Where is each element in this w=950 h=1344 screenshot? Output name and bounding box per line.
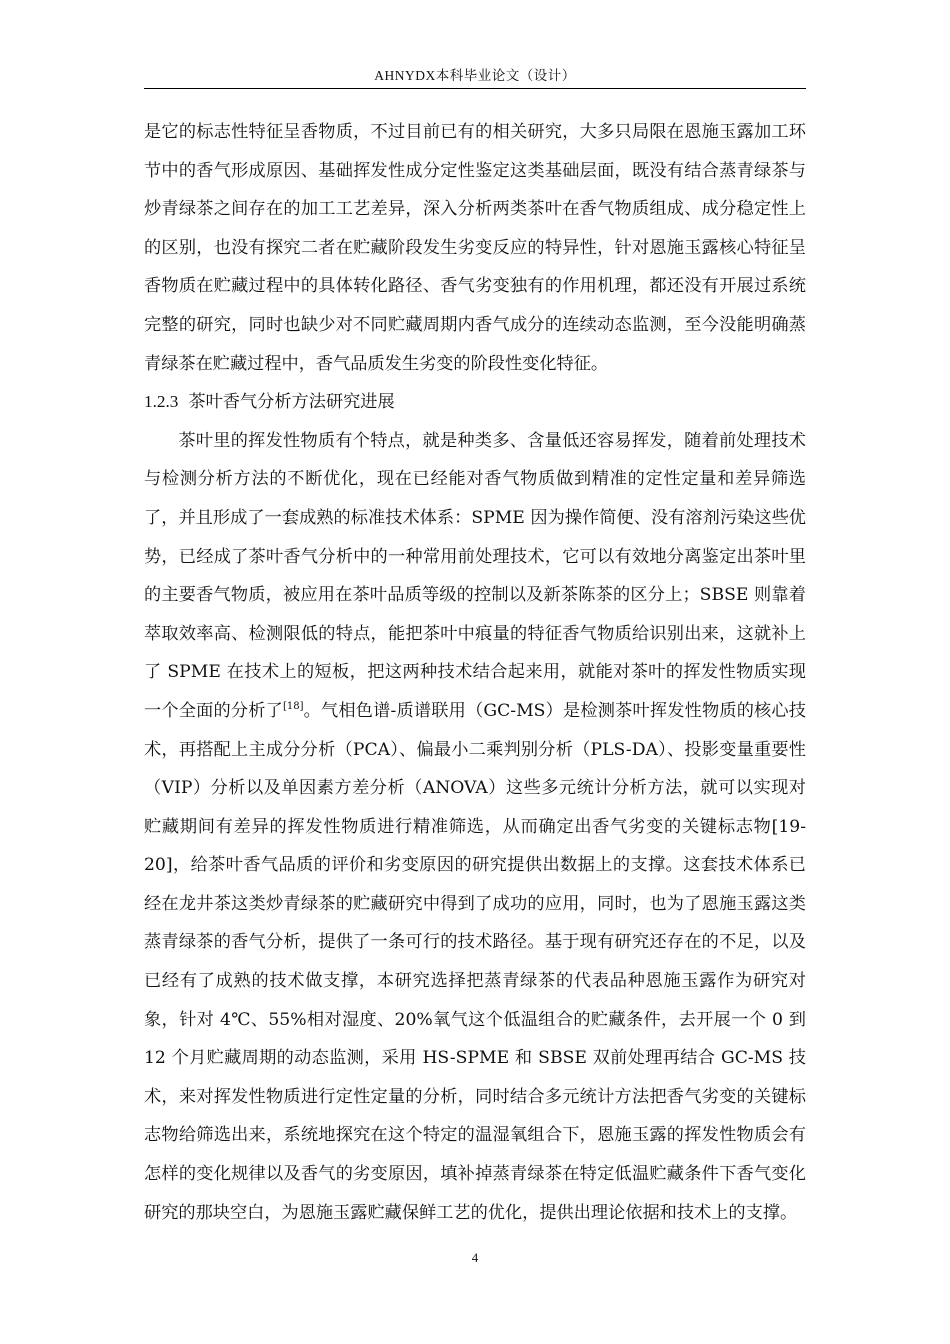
paragraph-methods [144,422,806,1232]
section-number: 1.2.3 [144,392,179,412]
running-header: AHNYDX本科毕业论文（设计） [374,68,576,83]
section-title: 茶叶香气分析方法研究进展 [188,392,395,413]
main-body [144,113,806,1232]
page-number: 4 [471,1250,479,1265]
paragraph-continued: 是它的标志性特征呈香物质，不过目前已有的相关研究，大多只局限在恩施玉露加工环节中的香气形成原因、基础挥发性成分定性鉴定这类基础层面，既没有结合蒸青绿茶与炒青绿茶之间存在的加工工艺差异，深入分析两类茶叶在香气物质组成、成分稳定性上的区别，也没有探究二者在贮藏阶段发生劣变反应的特异性，针对恩施玉露核心特征呈香物质在贮藏过程中的具体转化路径、香气劣变独有的作用机理，都还没有开展过系统完整的研究，同时也缺少对不同贮藏周期内香气成分的连续动态监测，至今没能明确蒸青绿茶在贮藏过程中，香气品质发生劣变的阶段性变化特征。 [144,122,806,374]
header-divider [144,88,806,89]
citation-ref: [18] [282,700,304,712]
section-heading [144,383,806,422]
paragraph-methods-part2: 。气相色谱-质谱联用（GC-MS）是检测茶叶挥发性物质的核心技术，再搭配上主成分分析（PCA）、偏最小二乘判别分析（PLS-DA）、投影变量重要性（VIP）分析以及单因素方差分析（ANOVA）这些多元统计分析方法，就可以实现对贮藏期间有差异的挥发性物质进行精准筛选，从而确定出香气劣变的关键标志物[19-20]，给茶叶香气品质的评价和劣变原因的研究提供出数据上的支撑。这套技术体系已经在龙井茶这类炒青绿茶的贮藏研究中得到了成功的应用，同时，也为了恩施玉露这类蒸青绿茶的香气分析，提供了一条可行的技术路径。基于现有研究还存在的不足，以及已经有了成熟的技术做支撑，本研究选择把蒸青绿茶的代表品种恩施玉露作为研究对象，针对 4℃、55%相对湿度、20%氧气这个低温组合的贮藏条件，去开展一个 0 到 12 个月贮藏周期的动态监测，采用 HS-SPME 和 SBSE 双前处理再结合 GC-MS 技术，来对挥发性物质进行定性定量的分析，同时结合多元统计方法把香气劣变的关键标志物给筛选出来，系统地探究在这个特定的温湿氧组合下，恩施玉露的挥发性物质会有怎样的变化规律以及香气的劣变原因，填补掉蒸青绿茶在特定低温贮藏条件下香气变化研究的那块空白，为恩施玉露贮藏保鲜工艺的优化，提供出理论依据和技术上的支撑。 [144,700,806,1223]
paragraph-methods-part1: 茶叶里的挥发性物质有个特点，就是种类多、含量低还容易挥发，随着前处理技术与检测分析方法的不断优化，现在已经能对香气物质做到精准的定性定量和差异筛选了，并且形成了一套成熟的标准技术体系：SPME 因为操作简便、没有溶剂污染这些优势，已经成了茶叶香气分析中的一种常用前处理技术，它可以有效地分离鉴定出茶叶里的主要香气物质，被应用在茶叶品质等级的控制以及新茶陈茶的区分上；SBSE 则靠着萃取效率高、检测限低的特点，能把茶叶中痕量的特征香气物质给识别出来，这就补上了 SPME 在技术上的短板，把这两种技术结合起来用，就能对茶叶的挥发性物质实现一个全面的分析了 [144,430,806,721]
